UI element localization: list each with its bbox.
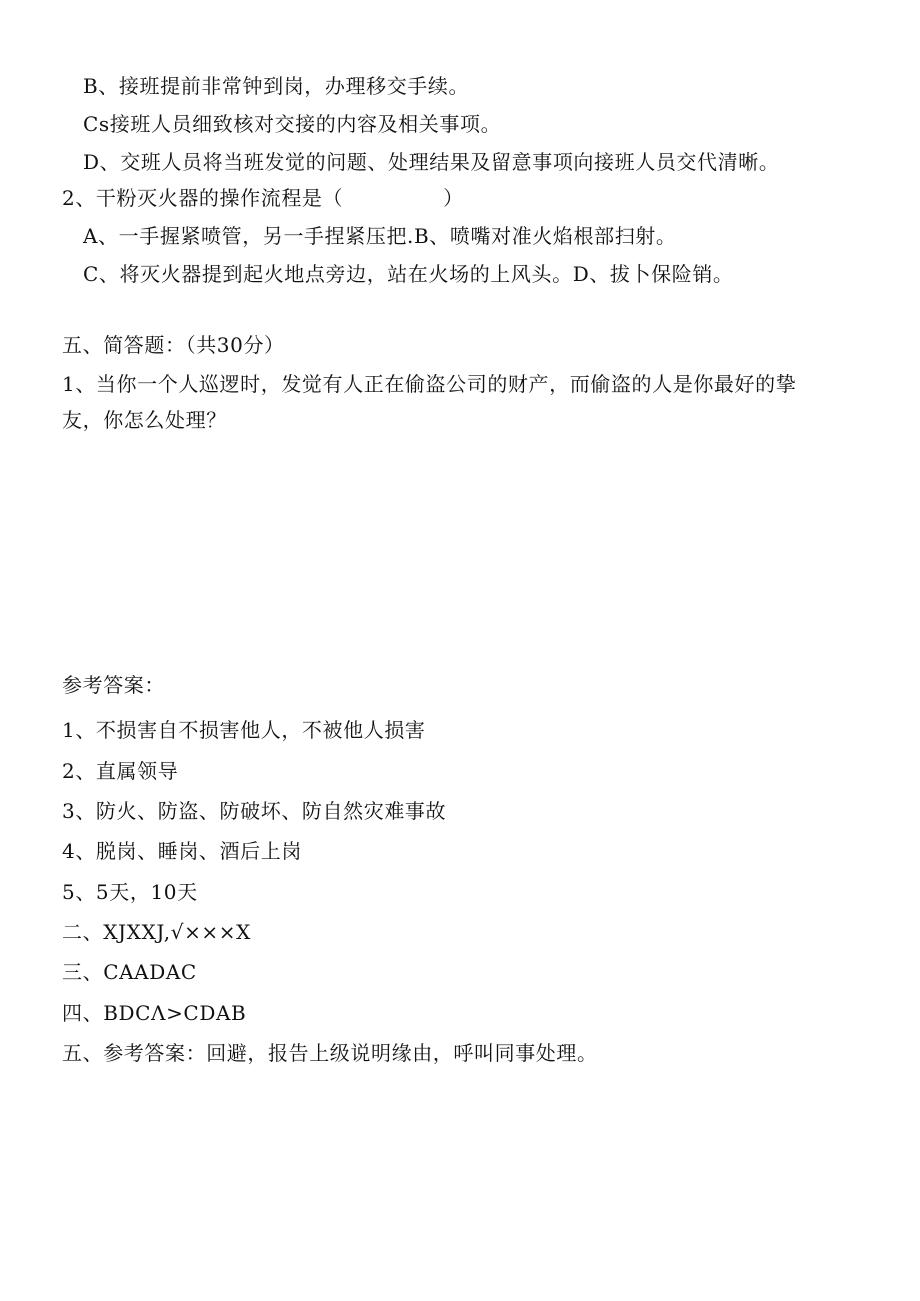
answer-item: 5、5天，10天 bbox=[62, 880, 198, 904]
answer-item: 1、不损害自不损害他人，不被他人损害 bbox=[62, 718, 426, 742]
answer-item: 3、防火、防盗、防破坏、防自然灾难事故 bbox=[62, 799, 447, 823]
answer-item: 四、BDCΛ>CDAB bbox=[62, 1001, 247, 1025]
section5-heading: 五、简答题：（共30分） bbox=[62, 333, 285, 357]
q2-stem-text: 2、干粉灭火器的操作流程是（ bbox=[62, 186, 344, 210]
section5-q1-line1: 1、当你一个人巡逻时，发觉有人正在偷盗公司的财产，而偷盗的人是你最好的挚 bbox=[62, 372, 797, 396]
answers-heading: 参考答案： bbox=[62, 673, 165, 697]
q2-stem-close: ） bbox=[443, 186, 464, 210]
answer-item: 二、XJXXJ,√×××X bbox=[62, 920, 251, 944]
section5-q1-line2: 友，你怎么处理？ bbox=[62, 408, 227, 432]
answer-item: 三、CAADAC bbox=[62, 960, 197, 984]
q2-option-ab: A、一手握紧喷管，另一手捏紧压把.B、喷嘴对准火焰根部扫射。 bbox=[83, 224, 677, 248]
q1-option-b: B、接班提前非常钟到岗，办理移交手续。 bbox=[83, 74, 470, 98]
answer-item: 五、参考答案：回避，报告上级说明缘由，呼叫同事处理。 bbox=[62, 1041, 598, 1065]
q2-option-cd: C、将灭火器提到起火地点旁边，站在火场的上风头。D、拔卜保险销。 bbox=[83, 262, 734, 286]
q1-option-d: D、交班人员将当班发觉的问题、处理结果及留意事项向接班人员交代清晰。 bbox=[83, 150, 780, 174]
q1-option-c: Cs接班人员细致核对交接的内容及相关事项。 bbox=[83, 112, 502, 136]
answer-item: 2、直属领导 bbox=[62, 759, 179, 783]
q2-stem bbox=[62, 186, 464, 210]
answer-item: 4、脱岗、睡岗、酒后上岗 bbox=[62, 839, 302, 863]
